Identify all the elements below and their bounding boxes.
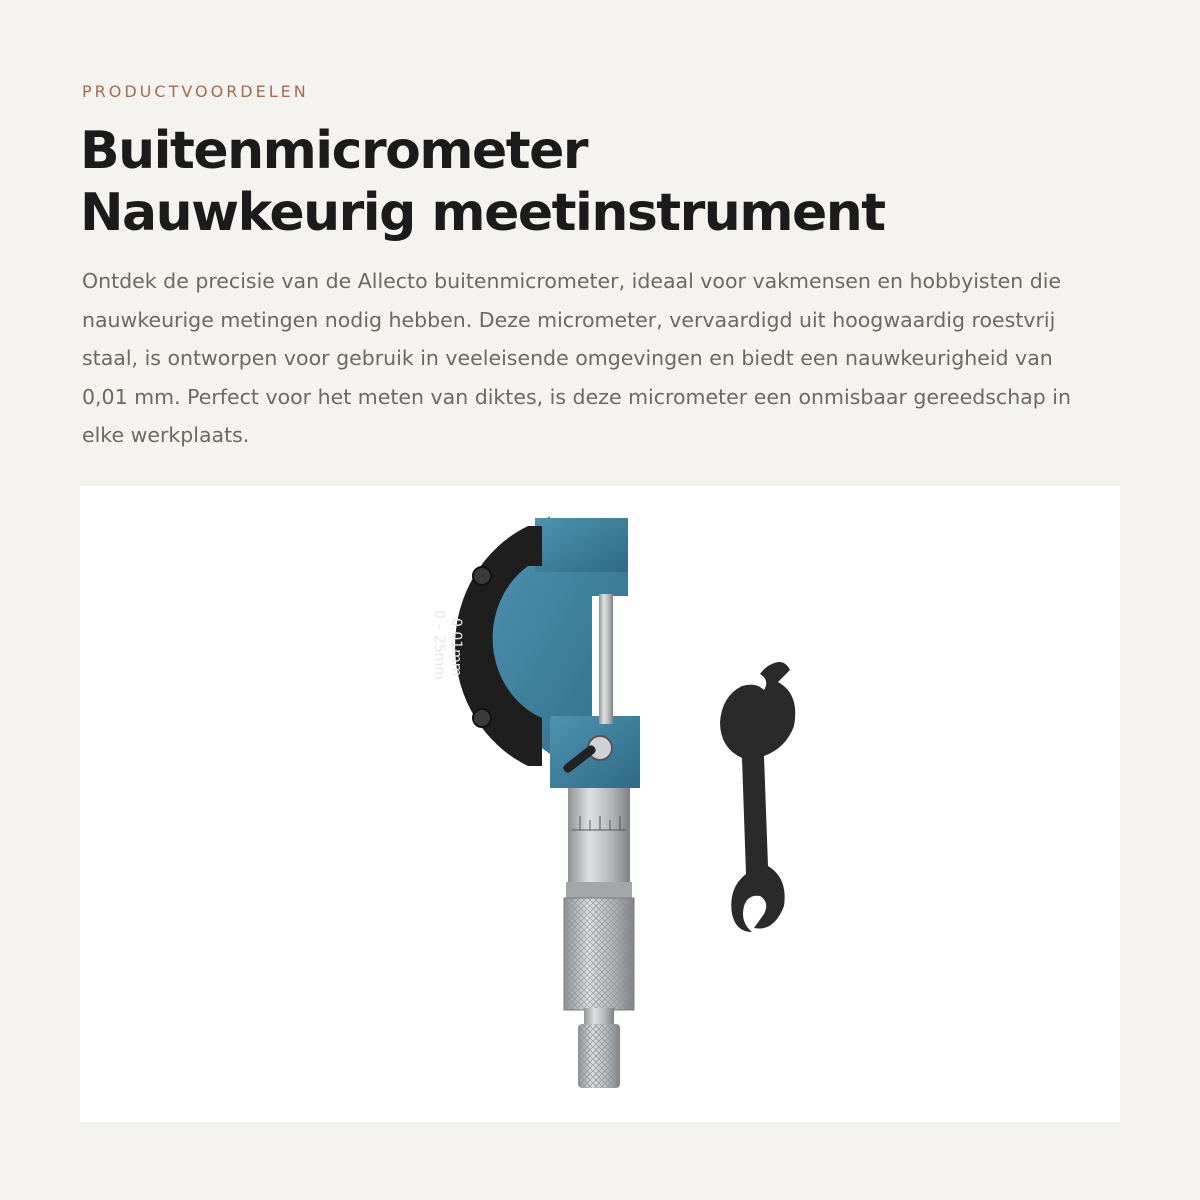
product-photo (80, 486, 1120, 1122)
page-title (80, 120, 885, 244)
product-description: Ontdek de precisie van de Allecto buitenmicrometer, ideaal voor vakmensen en hobbyisten die nauwkeurige metingen nodig hebben. Deze micrometer, vervaardigd uit hoogwaardig roestvrij staal, is ontworpen voor gebruik in veeleisende omgevingen en biedt een nauwkeurigheid van 0,01 mm. Perfect voor het meten van diktes, is deze micrometer een onmisbaar gereedschap in elke werkplaats. (82, 269, 1071, 447)
thimble (564, 898, 634, 1010)
ratchet-knob (578, 1008, 620, 1088)
spindle (599, 594, 613, 724)
frame-label-resolution: 0.01mm (448, 618, 464, 677)
title-line-2: Nauwkeurig meetinstrument (80, 183, 885, 243)
micrometer-illustration (80, 486, 1120, 1122)
eyebrow-label: PRODUCTVOORDELEN (82, 82, 309, 101)
spanner-wrench (720, 662, 795, 932)
title-line-1: Buitenmicrometer (80, 121, 588, 181)
barrel-sleeve (566, 788, 632, 898)
frame-label-range: 0 – 25mm (431, 610, 447, 680)
